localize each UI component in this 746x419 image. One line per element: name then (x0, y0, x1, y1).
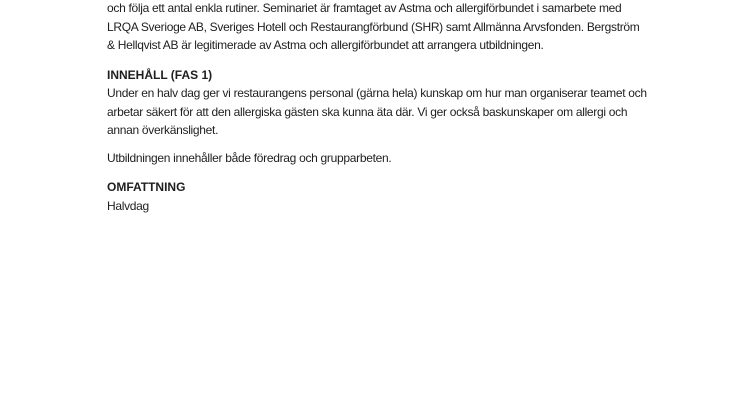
content-paragraph-2: Utbildningen innehåller både föredrag och grupparbeten. (107, 151, 392, 165)
content-paragraph: Under en halv dag ger vi restaurangens personal (gärna hela) kunskap om hur man organiserar teamet och arbetar säkert för att den allergiska gästen ska kunna äta där. Vi ger också baskunskaper om allergi och annan överkänslighet. (107, 86, 647, 138)
scope-value: Halvdag (107, 199, 149, 213)
intro-paragraph: och följa ett antal enkla rutiner. Seminariet är framtaget av Astma och allergiförbundet i samarbete med LRQA Sverioge AB, Sveriges Hotell och Restaurangförbund (SHR) samt Allmänna Arvsfonden. Bergström & Hellqvist AB är legitimerade av Astma och allergiförbundet att arrangera utbildningen. (107, 1, 640, 53)
scope-heading: OMFATTNING (107, 180, 186, 194)
content-heading: INNEHÅLL (FAS 1) (107, 68, 213, 82)
